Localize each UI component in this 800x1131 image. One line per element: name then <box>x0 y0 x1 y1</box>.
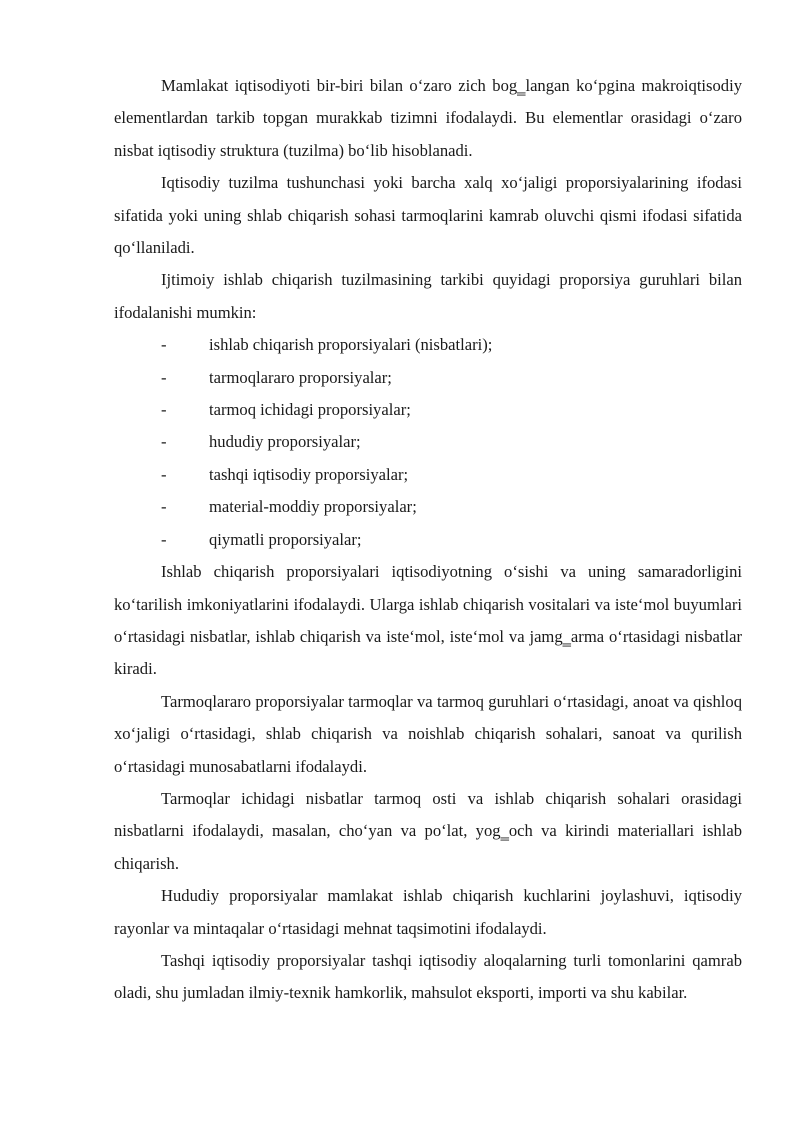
paragraph-body-1: Ishlab chiqarish proporsiyalari iqtisodiyotning o‘sishi va uning samaradorligini ko‘tarilish imkoniyatlarini ifodalaydi. Ularga ishlab chiqarish vositalari va iste‘mol buyumlari o‘rtasidagi nisbatlar, ishlab chiqarish va iste‘mol, iste‘mol va jamg‗arma o‘rtasidagi nisbatlar kiradi. <box>114 562 742 679</box>
list-marker: - <box>161 335 167 355</box>
proportion-list <box>114 329 742 556</box>
list-item-text: hududiy proporsiyalar; <box>209 432 361 452</box>
paragraph-body-2: Tarmoqlararo proporsiyalar tarmoqlar va tarmoq guruhlari o‘rtasidagi, anoat va qishloq xo‘jaligi o‘rtasidagi, shlab chiqarish va noishlab chiqarish sohalari, sanoat va qurilish o‘rtasidagi munosabatlarni ifodalaydi. <box>114 691 742 776</box>
paragraph-intro-2: Iqtisodiy tuzilma tushunchasi yoki barcha xalq xo‘jaligi proporsiyalarining ifodasi sifatida yoki uning shlab chiqarish sohasi tarmoqlarini kamrab oluvchi qismi ifodasi sifatida qo‘llaniladi. <box>114 173 742 258</box>
list-item <box>114 491 742 523</box>
list-marker: - <box>161 529 167 549</box>
paragraph-intro-3: Ijtimoiy ishlab chiqarish tuzilmasining tarkibi quyidagi proporsiya guruhlari bilan ifodalanishi mumkin: <box>114 270 742 322</box>
list-item <box>114 394 742 426</box>
list-item <box>114 362 742 394</box>
list-marker: - <box>161 367 167 387</box>
list-item-text: tarmoq ichidagi proporsiyalar; <box>209 400 411 420</box>
list-item-text: tashqi iqtisodiy proporsiyalar; <box>209 464 409 484</box>
list-marker: - <box>161 432 167 452</box>
list-item-text: ishlab chiqarish proporsiyalari (nisbatlari); <box>209 335 493 355</box>
list-item <box>114 524 742 556</box>
list-item-text: qiymatli proporsiyalar; <box>209 529 362 549</box>
list-item-text: material-moddiy proporsiyalar; <box>209 497 417 517</box>
list-marker: - <box>161 464 167 484</box>
paragraph-body-4: Hududiy proporsiyalar mamlakat ishlab chiqarish kuchlarini joylashuvi, iqtisodiy rayonlar va mintaqalar o‘rtasidagi mehnat taqsimotini ifodalaydi. <box>114 886 742 938</box>
list-marker: - <box>161 400 167 420</box>
document-page <box>114 70 742 1010</box>
paragraph-intro-1: Mamlakat iqtisodiyoti bir-biri bilan o‘zaro zich bog‗langan ko‘pgina makroiqtisodiy elementlardan tarkib topgan murakkab tizimni ifodalaydi. Bu elementlar orasidagi o‘zaro nisbat iqtisodiy struktura (tuzilma) bo‘lib hisoblanadi. <box>114 76 742 160</box>
list-item <box>114 459 742 491</box>
list-item <box>114 426 742 458</box>
paragraph-body-3: Tarmoqlar ichidagi nisbatlar tarmoq osti va ishlab chiqarish sohalari orasidagi nisbatlarni ifodalaydi, masalan, cho‘yan va po‘lat, yog‗och va kirindi materiallari ishlab chiqarish. <box>114 788 742 873</box>
list-marker: - <box>161 497 167 517</box>
paragraph-body-5: Tashqi iqtisodiy proporsiyalar tashqi iqtisodiy aloqalarning turli tomonlarini qamrab oladi, shu jumladan ilmiy-texnik hamkorlik, mahsulot eksporti, importi va shu kabilar. <box>114 950 742 1003</box>
list-item <box>114 329 742 361</box>
list-item-text: tarmoqlararo proporsiyalar; <box>209 367 392 387</box>
